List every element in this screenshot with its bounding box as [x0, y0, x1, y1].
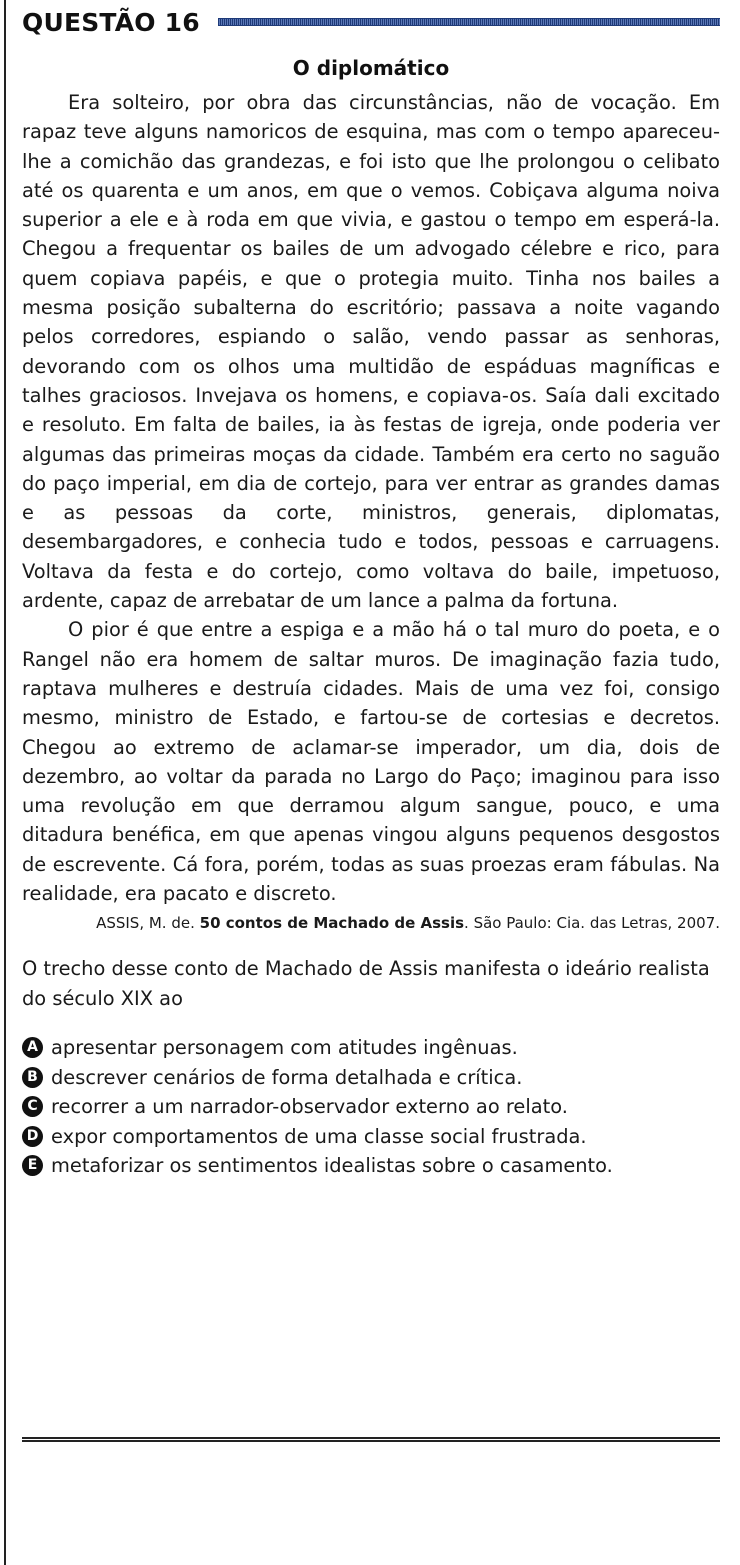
question-end-double-rule: [22, 1437, 720, 1442]
source-citation: [22, 914, 720, 932]
question-block: [22, 0, 720, 1180]
option-b[interactable]: [22, 1062, 720, 1092]
option-letter-c-badge: C: [22, 1096, 43, 1117]
question-number: QUESTÃO 16: [22, 8, 200, 37]
question-stem: O trecho desse conto de Machado de Assis manifesta o ideário realista do século XIX ao: [22, 957, 710, 1010]
option-letter-a-badge: A: [22, 1037, 43, 1058]
option-letter-e-badge: E: [22, 1155, 43, 1176]
option-b-text: descrever cenários de forma detalhada e crítica.: [51, 1065, 523, 1089]
text-title: O diplomático: [292, 56, 450, 80]
citation-publisher: . São Paulo: Cia. das Letras, 2007.: [464, 914, 720, 933]
option-a[interactable]: [22, 1033, 720, 1063]
option-e[interactable]: [22, 1151, 720, 1181]
option-d-text: expor comportamentos de uma classe social frustrada.: [51, 1124, 587, 1148]
option-letter-d-badge: D: [22, 1126, 43, 1147]
option-e-text: metaforizar os sentimentos idealistas sobre o casamento.: [51, 1154, 613, 1178]
passage-paragraph-2: O pior é que entre a espiga e a mão há o tal muro do poeta, e o Rangel não era homem de saltar muros. De imaginação fazia tudo, raptava mulheres e destruía cidades. Mais de uma vez foi, consigo mesmo, ministro de Estado, e fartou-se de cortesias e decretos. Chegou ao extremo de aclamar-se imperador, um dia, dois de dezembro, ao voltar da parada no Largo do Paço; imaginou para isso uma revolução em que derramou algum sangue, pouco, e uma ditadura benéfica, em que apenas vingou alguns pequenos desgostos de escrevente. Cá fora, porém, todas as suas proezas eram fábulas. Na realidade, era pacato e discreto.: [22, 618, 720, 906]
citation-book-title: 50 contos de Machado de Assis: [199, 914, 465, 933]
option-letter-b-badge: B: [22, 1067, 43, 1088]
header-decorative-bar: [218, 18, 720, 26]
option-c-text: recorrer a um narrador-observador externo ao relato.: [51, 1095, 568, 1119]
option-c[interactable]: [22, 1092, 720, 1122]
citation-author: ASSIS, M. de.: [96, 914, 200, 933]
option-d[interactable]: [22, 1121, 720, 1151]
answer-options: [22, 1033, 720, 1181]
passage-paragraph-1: Era solteiro, por obra das circunstâncias, não de vocação. Em rapaz teve alguns namoricos de esquina, mas com o tempo apareceu-lhe a comichão das grandezas, e foi isto que lhe prolongou o celibato até os quarenta e um anos, em que o vemos. Cobiçava alguma noiva superior a ele e à roda em que vivia, e gastou o tempo em esperá-la. Chegou a frequentar os bailes de um advogado célebre e rico, para quem copiava papéis, e que o protegia muito. Tinha nos bailes a mesma posição subalterna do escritório; passava a noite vagando pelos corredores, espiando o salão, vendo passar as senhoras, devorando com os olhos uma multidão de espáduas magníficas e talhes graciosos. Invejava os homens, e copiava-os. Saía dali excitado e resoluto. Em falta de bailes, ia às festas de igreja, onde poderia ver algumas das primeiras moças da cidade. Também era certo no saguão do paço imperial, em dia de cortejo, para ver entrar as grandes damas e as pessoas da corte, ministros, generais, diplomatas, desembargadores, e conhecia tudo e todos, pessoas e carruagens. Voltava da festa e do cortejo, como voltava do baile, impetuoso, ardente, capaz de arrebatar de um lance a palma da fortuna.: [22, 91, 720, 613]
question-header: [22, 0, 720, 50]
left-margin-rule: [4, 0, 6, 1565]
option-a-text: apresentar personagem com atitudes ingênuas.: [51, 1036, 518, 1060]
